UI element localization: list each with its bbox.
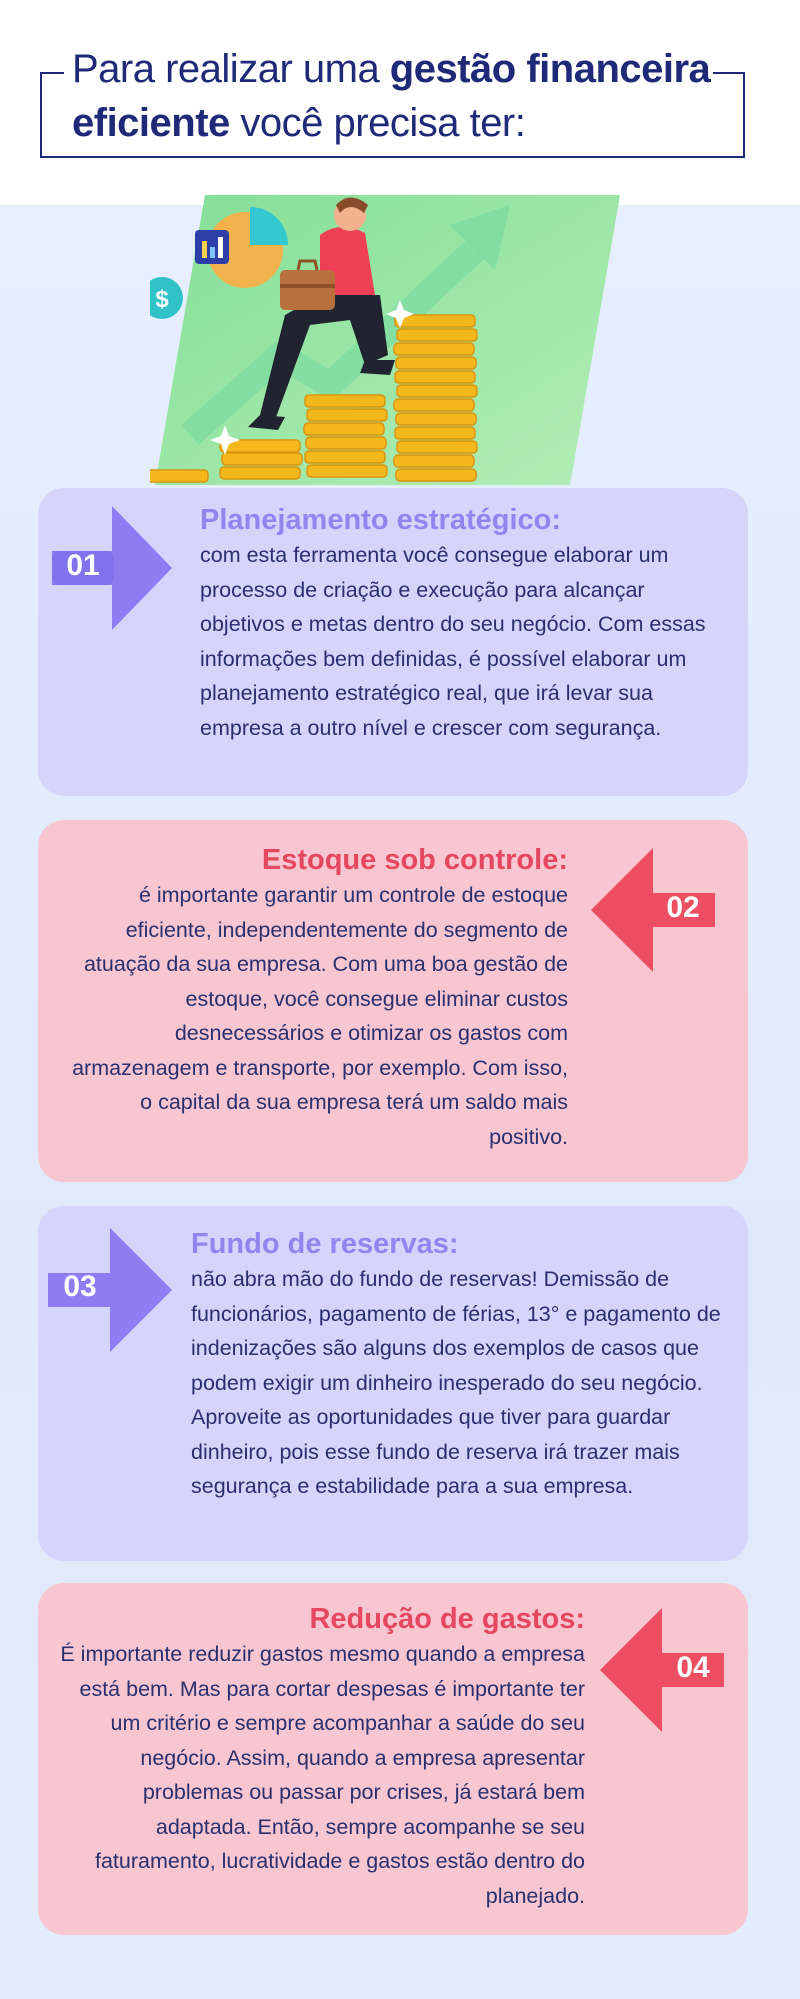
item-text-1: com esta ferramenta você consegue elaborar um processo de criação e execução para alcançar objetivos e metas dentro do seu negócio. Com essas informações bem definidas, é possível elaborar um planejamento estratégico real, que irá levar sua empresa a outro nível e crescer com segurança. bbox=[200, 543, 706, 740]
item-card-4 bbox=[38, 1583, 748, 1935]
dollar-icon bbox=[150, 277, 183, 319]
bar-chart-icon bbox=[195, 230, 229, 264]
item-title-1: Planejamento estratégico: bbox=[200, 504, 561, 536]
item-number-1: 01 bbox=[66, 549, 100, 582]
item-title-3: Fundo de reservas: bbox=[191, 1228, 459, 1260]
item-text-3: não abra mão do fundo de reservas! Demissão de funcionários, pagamento de férias, 13° e pagamento de indenizações são alguns dos exemplos de casos que podem exigir um dinheiro inesperado do seu negócio. Aproveite as oportunidades que tiver para guardar dinheiro, pois esse fundo de reserva irá trazer mais segurança e estabilidade para a sua empresa. bbox=[191, 1267, 721, 1498]
item-card-2 bbox=[38, 820, 748, 1182]
title-line1-regular: Para realizar uma bbox=[72, 47, 390, 91]
page-title bbox=[72, 42, 732, 150]
title-line2-regular: você precisa ter: bbox=[229, 101, 526, 145]
hero-illustration bbox=[150, 185, 650, 490]
title-line1-bold: gestão financeira bbox=[389, 47, 711, 91]
item-text-2: é importante garantir um controle de estoque eficiente, independentemente do segmento de atuação da sua empresa. Com uma boa gestão de estoque, você consegue eliminar custos desnecessários e otimizar os gastos com armazenagem e transporte, por exemplo. Com isso, o capital da sua empresa terá um saldo mais positivo. bbox=[72, 883, 568, 1149]
item-number-2: 02 bbox=[666, 891, 700, 924]
item-title-2: Estoque sob controle: bbox=[261, 844, 568, 876]
title-line2-bold: eficiente bbox=[72, 101, 230, 145]
item-card-1 bbox=[38, 488, 748, 796]
item-card-3 bbox=[38, 1206, 748, 1561]
item-number-4: 04 bbox=[676, 1651, 710, 1684]
item-text-4: É importante reduzir gastos mesmo quando a empresa está bem. Mas para cortar despesas é importante ter um critério e sempre acompanhar a saúde do seu negócio. Assim, quando a empresa apresentar problemas ou passar por crises, já estará bem adaptada. Então, sempre acompanhe se seu faturamento, lucratividade e gastos estão dentro do planejado. bbox=[60, 1642, 585, 1908]
svg-text:$: $ bbox=[155, 286, 169, 313]
item-title-4: Redução de gastos: bbox=[309, 1603, 585, 1635]
item-number-3: 03 bbox=[63, 1270, 97, 1303]
